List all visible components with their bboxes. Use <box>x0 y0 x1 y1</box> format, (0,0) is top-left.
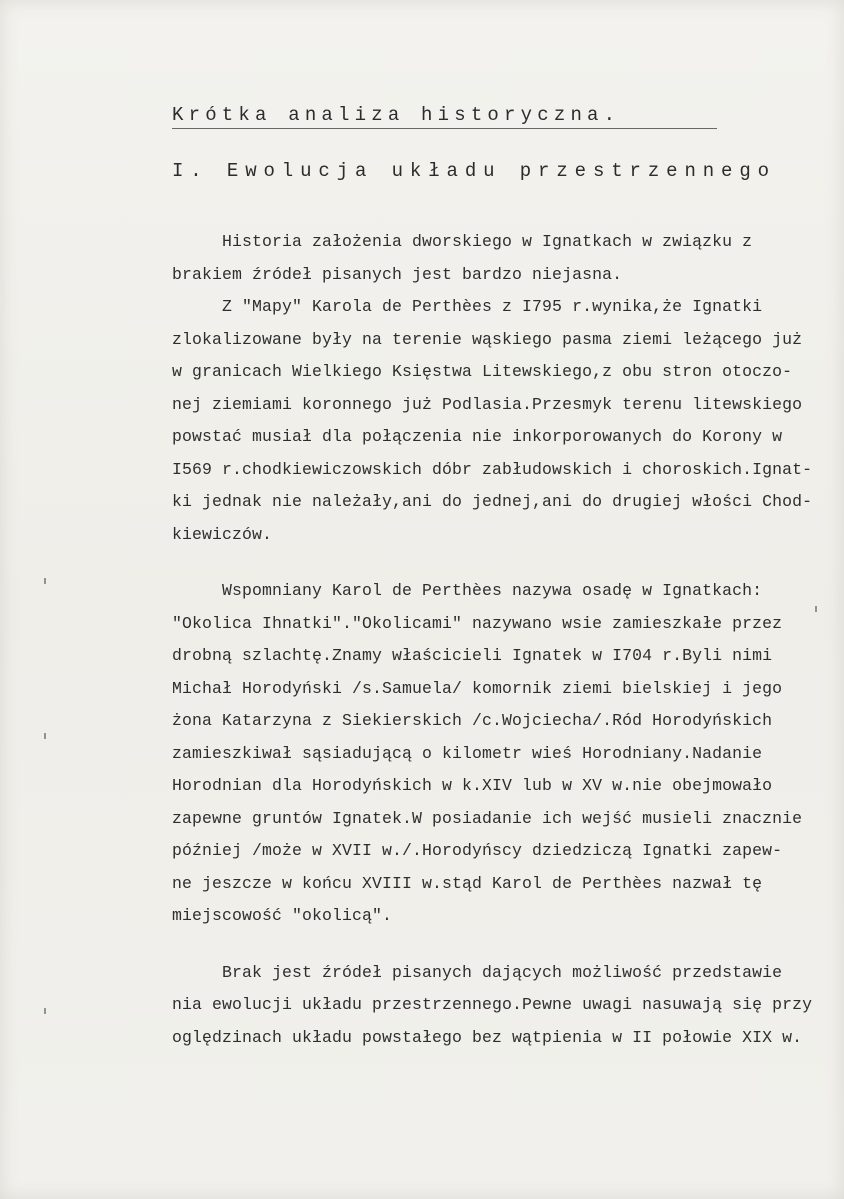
text-line: zapewne gruntów Ignatek.W posiadanie ich wejść musieli znacznie <box>172 808 803 828</box>
section-heading: I. Ewolucja układu przestrzennego <box>172 160 776 182</box>
text-line: nej ziemiami koronnego już Podlasia.Przesmyk terenu litewskiego <box>172 394 803 414</box>
body-text <box>172 226 832 1054</box>
paragraph-gap <box>172 933 832 957</box>
document-title: Krótka analiza historyczna. <box>172 104 621 126</box>
text-line: później /może w XVII w./.Horodyńscy dziedziczą Ignatki zapew- <box>172 841 783 860</box>
text-line: Brak jest źródeł pisanych dających możliwość przedstawie <box>172 962 783 982</box>
text-line: Horodnian dla Horodyńskich w k.XIV lub w XV w.nie obejmowało <box>172 776 773 795</box>
text-line: żona Katarzyna z Siekierskich /c.Wojciecha/.Ród Horodyńskich <box>172 711 773 730</box>
text-line: "Okolica Ihnatki"."Okolicami" nazywano wsie zamieszkałe przez <box>172 613 783 633</box>
text-line: drobną szlachtę.Znamy właścicieli Ignatek w I704 r.Byli nimi <box>172 646 773 665</box>
text-line: miejscowość "okolicą". <box>172 906 393 925</box>
margin-tick-mark <box>44 1008 46 1014</box>
text-line: Z "Mapy" Karola de Perthèes z I795 r.wynika,że Ignatki <box>172 297 763 316</box>
text-line: ki jednak nie należały,ani do jednej,ani do drugiej włości Chod- <box>172 492 813 511</box>
title-underline <box>172 128 717 129</box>
text-line: kiewiczów. <box>172 524 273 544</box>
text-line: brakiem źródeł pisanych jest bardzo niejasna. <box>172 264 623 284</box>
text-line: zlokalizowane były na terenie wąskiego pasma ziemi leżącego już <box>172 329 803 349</box>
text-line: Historia założenia dworskiego w Ignatkach w związku z <box>172 232 753 251</box>
text-line: powstać musiał dla połączenia nie inkorporowanych do Korony w <box>172 427 783 446</box>
text-line: Wspomniany Karol de Perthèes nazywa osadę w Ignatkach: <box>172 581 763 600</box>
text-line: Michał Horodyński /s.Samuela/ komornik ziemi bielskiej i jego <box>172 678 783 698</box>
text-line: I569 r.chodkiewiczowskich dóbr zabłudowskich i choroskich.Ignat- <box>172 459 813 479</box>
text-line: zamieszkiwał sąsiadującą o kilometr wieś Horodniany.Nadanie <box>172 743 763 763</box>
text-line: ne jeszcze w końcu XVIII w.stąd Karol de Perthèes nazwał tę <box>172 873 763 893</box>
margin-tick-mark <box>815 606 817 612</box>
text-line: oględzinach układu powstałego bez wątpienia w II połowie XIX w. <box>172 1027 803 1047</box>
paragraph-gap <box>172 551 832 575</box>
margin-tick-mark <box>44 733 46 739</box>
text-line: nia ewolucji układu przestrzennego.Pewne uwagi nasuwają się przy <box>172 995 813 1014</box>
margin-tick-mark <box>44 578 46 584</box>
text-line: w granicach Wielkiego Księstwa Litewskiego,z obu stron otoczo- <box>172 362 793 381</box>
